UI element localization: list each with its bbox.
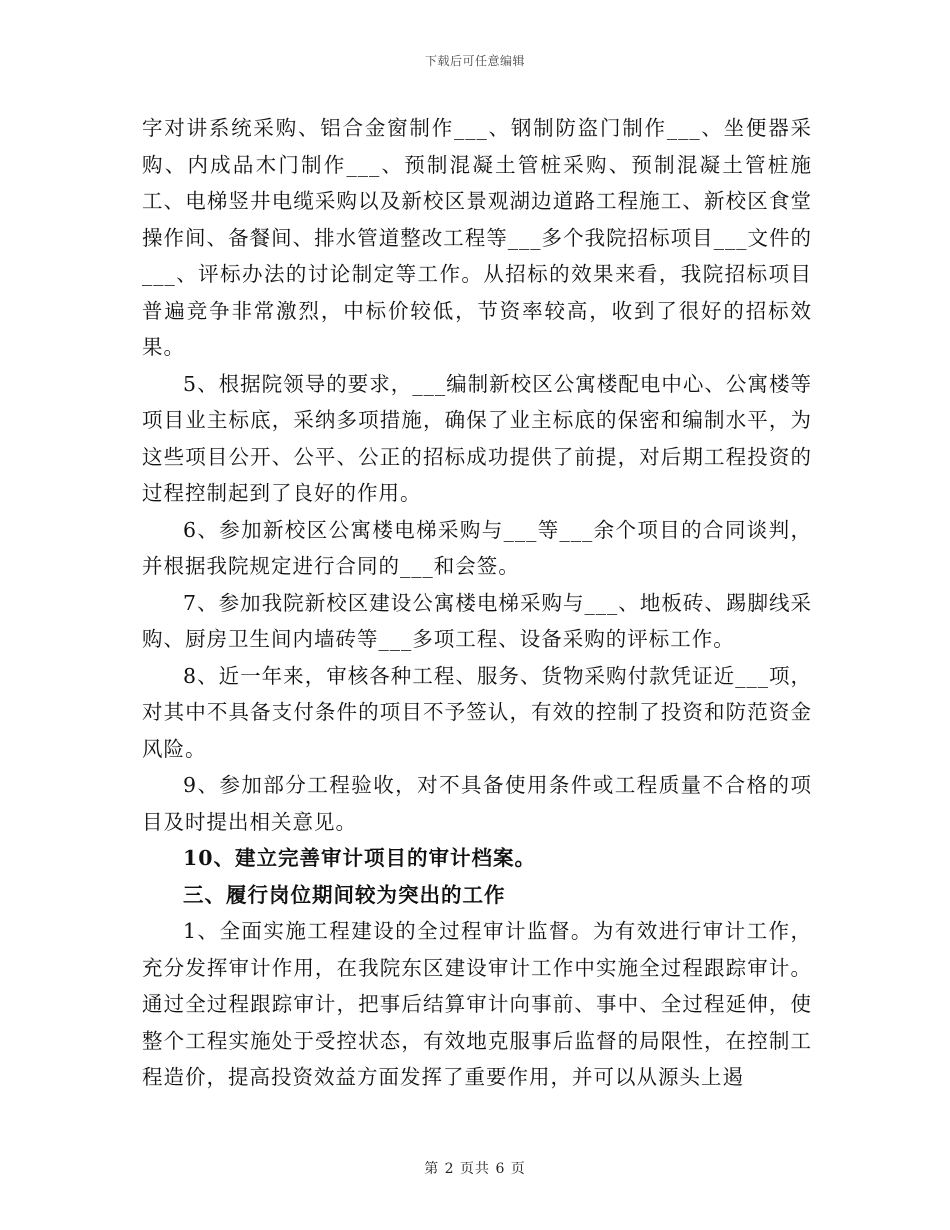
paragraph-item-5: 5、根据院领导的要求，___编制新校区公寓楼配电中心、公寓楼等项目业主标底，采纳多项措施，确保了业主标底的保密和编制水平，为这些项目公开、公平、公正的招标成功提供了前提，对后期工程投资的过程控制起到了良好的作用。: [142, 371, 812, 505]
paragraph-item-10: 10、建立完善审计项目的审计档案。: [183, 846, 537, 870]
document-body: [142, 110, 812, 1096]
paragraph-item-9: 9、参加部分工程验收，对不具备使用条件或工程质量不合格的项目及时提出相关意见。: [142, 773, 812, 834]
paragraph-item-8: 8、近一年来，审核各种工程、服务、货物采购付款凭证近___项，对其中不具备支付条件的项目不予签认，有效的控制了投资和防范资金风险。: [142, 663, 812, 761]
page-header: 下载后可任意编辑: [424, 54, 525, 68]
page-number: 第 2 页共 6 页: [424, 1161, 526, 1177]
paragraph-item-6: 6、参加新校区公寓楼电梯采购与___等___余个项目的合同谈判，并根据我院规定进行合同的___和会签。: [142, 517, 812, 578]
section-heading: 三、履行岗位期间较为突出的工作: [183, 882, 506, 907]
paragraph-continuation: 字对讲系统采购、铝合金窗制作___、钢制防盗门制作___、坐便器采购、内成品木门制作___、预制混凝土管桩采购、预制混凝土管桩施工、电梯竖井电缆采购以及新校区景观湖边道路工程施工、新校区食堂操作间、备餐间、排水管道整改工程等___多个我院招标项目___文件的___、评标办法的讨论制定等工作。从招标的效果来看，我院招标项目普遍竞争非常激烈，中标价较低，节资率较高，收到了很好的招标效果。: [142, 116, 812, 359]
paragraph-section-item-1: 1、全面实施工程建设的全过程审计监督。为有效进行审计工作，充分发挥审计作用，在我院东区建设审计工作中实施全过程跟踪审计。通过全过程跟踪审计，把事后结算审计向事前、事中、全过程延伸，使整个工程实施处于受控状态，有效地克服事后监督的局限性，在控制工程造价，提高投资效益方面发挥了重要作用，并可以从源头上遏: [142, 919, 812, 1089]
paragraph-item-7: 7、参加我院新校区建设公寓楼电梯采购与___、地板砖、踢脚线采购、厨房卫生间内墙砖等___多项工程、设备采购的评标工作。: [142, 590, 812, 651]
